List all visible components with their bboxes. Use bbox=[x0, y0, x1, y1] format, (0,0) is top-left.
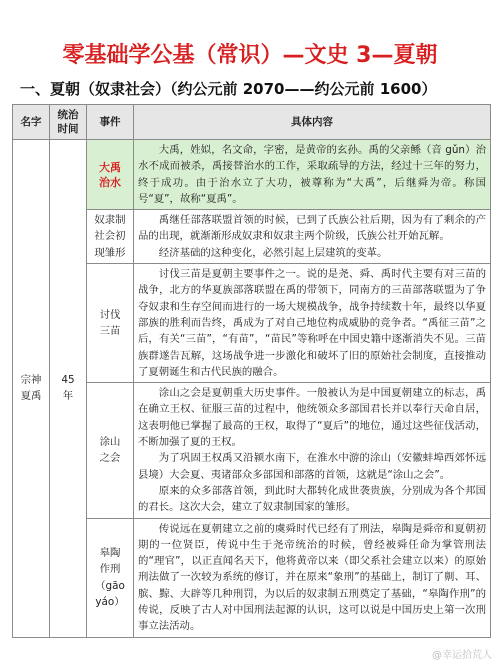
content-cell bbox=[134, 518, 491, 637]
content-cell bbox=[134, 264, 491, 383]
event-cell: 涂山 之会 bbox=[87, 383, 134, 518]
content-paragraph: 为了巩固王权禹又沿颍水南下，在淮水中游的涂山（安徽蚌埠西郊怀远县境）大会夏、夷诸部众多部国和部落的首领，这就是“涂山之会”。 bbox=[138, 452, 486, 481]
event-cell: 皋陶 作刑 （gāo yáo） bbox=[87, 518, 134, 637]
table-header-row bbox=[13, 105, 491, 140]
page-title: 零基础学公基（常识）—文史 3—夏朝 bbox=[62, 43, 438, 68]
content-paragraph: 经济基础的这种变化，必然引起上层建筑的变革。 bbox=[158, 246, 388, 259]
header-event: 事件 bbox=[87, 105, 134, 140]
header-period: 统治 时间 bbox=[50, 105, 87, 140]
table-row bbox=[13, 140, 491, 210]
watermark: @幸运拾荒人 bbox=[432, 650, 492, 661]
reign-period-cell: 45 年 bbox=[50, 140, 87, 638]
event-cell: 讨伐 三苗 bbox=[87, 264, 134, 383]
content-paragraph: 传说远在夏朝建立之前的虞舜时代已经有了刑法，皋陶是舜帝和夏朝初期的一位贤臣，传说中生于尧帝统治的时候，曾经被舜任命为掌管刑法的“理官”，以正直闻名天下，他将黄帝以来（即父系社会建立以来）的原始刑法做了一次较为系统的修订，并在原来“象刑”的基础上，制订了劓、耳、膑、黥、大辟等几种刑罚，为以后的奴隶制五刑奠定了基础，“皋陶作刑”的传说，反映了古人对中国刑法起源的认识，这可以说是中国历史上第一次刑事立法活动。 bbox=[138, 522, 486, 633]
content-cell bbox=[134, 140, 491, 210]
section-heading: 一、夏朝（奴隶社会）（约公元前 2070——约公元前 1600） bbox=[20, 80, 437, 98]
content-paragraph: 讨伐三苗是夏朝主要事件之一。说的是尧、舜、禹时代主要有对三苗的战争，北方的华夏族部落联盟在禹的带领下，同南方的三苗部落联盟为了争夺奴隶和生存空间而进行的一场大规模战争，战争持续数十年，最终以华夏部族的胜利而告终，禹成为了对自己地位构成威胁的竞争者。“禹征三苗”之后，有关“三苗”，“有苗”，“苗民”等称呼在中国史籍中逐渐消失不见。三苗族群遂告瓦解，这场战争进一步激化和破坏了旧的原始社会制度，直接推动了夏朝诞生和古代民族的融合。 bbox=[138, 268, 486, 378]
event-cell: 奴隶制 社会初 现雏形 bbox=[87, 210, 134, 264]
header-name: 名字 bbox=[13, 105, 50, 140]
content-paragraph: 原来的众多部落首领，到此时大都转化成世袭贵族，分别成为各个邦国的君长。这次大会，建立了奴隶制国家的雏形。 bbox=[138, 484, 486, 514]
header-content: 具体内容 bbox=[134, 105, 491, 140]
content-paragraph: 禹继任部落联盟首领的时候，已到了氏族公社后期，因为有了剩余的产品的出现，就渐渐形成奴隶和奴隶主两个阶级，氏族公社开始瓦解。 bbox=[138, 214, 486, 243]
content-paragraph: 涂山之会是夏朝重大历史事件。一般被认为是中国夏朝建立的标志，禹在确立王权、征服三苗的过程中，他统领众多部国君长并以奉行天命自居，这表明他已掌握了最高的王权，取得了“夏后”的地位，通过这些征伐活动，不断加强了夏的王权。 bbox=[138, 387, 486, 449]
content-paragraph: 大禹，姓姒，名文命，字密，是黄帝的玄孙。禹的父亲鲧（音 gǔn）治水不成而被杀，禹接替治水的工作，采取疏导的方法，经过十三年的努力，终于成功。由于治水立了大功，被尊称为“大禹”，后继舜为帝。称国号“夏”，故称“夏禹”。 bbox=[138, 144, 486, 205]
event-cell: 大禹 治水 bbox=[87, 140, 134, 210]
content-cell bbox=[134, 210, 491, 264]
ruler-name-cell: 宗神 夏禹 bbox=[13, 140, 50, 638]
content-cell bbox=[134, 383, 491, 518]
history-table bbox=[12, 104, 491, 638]
